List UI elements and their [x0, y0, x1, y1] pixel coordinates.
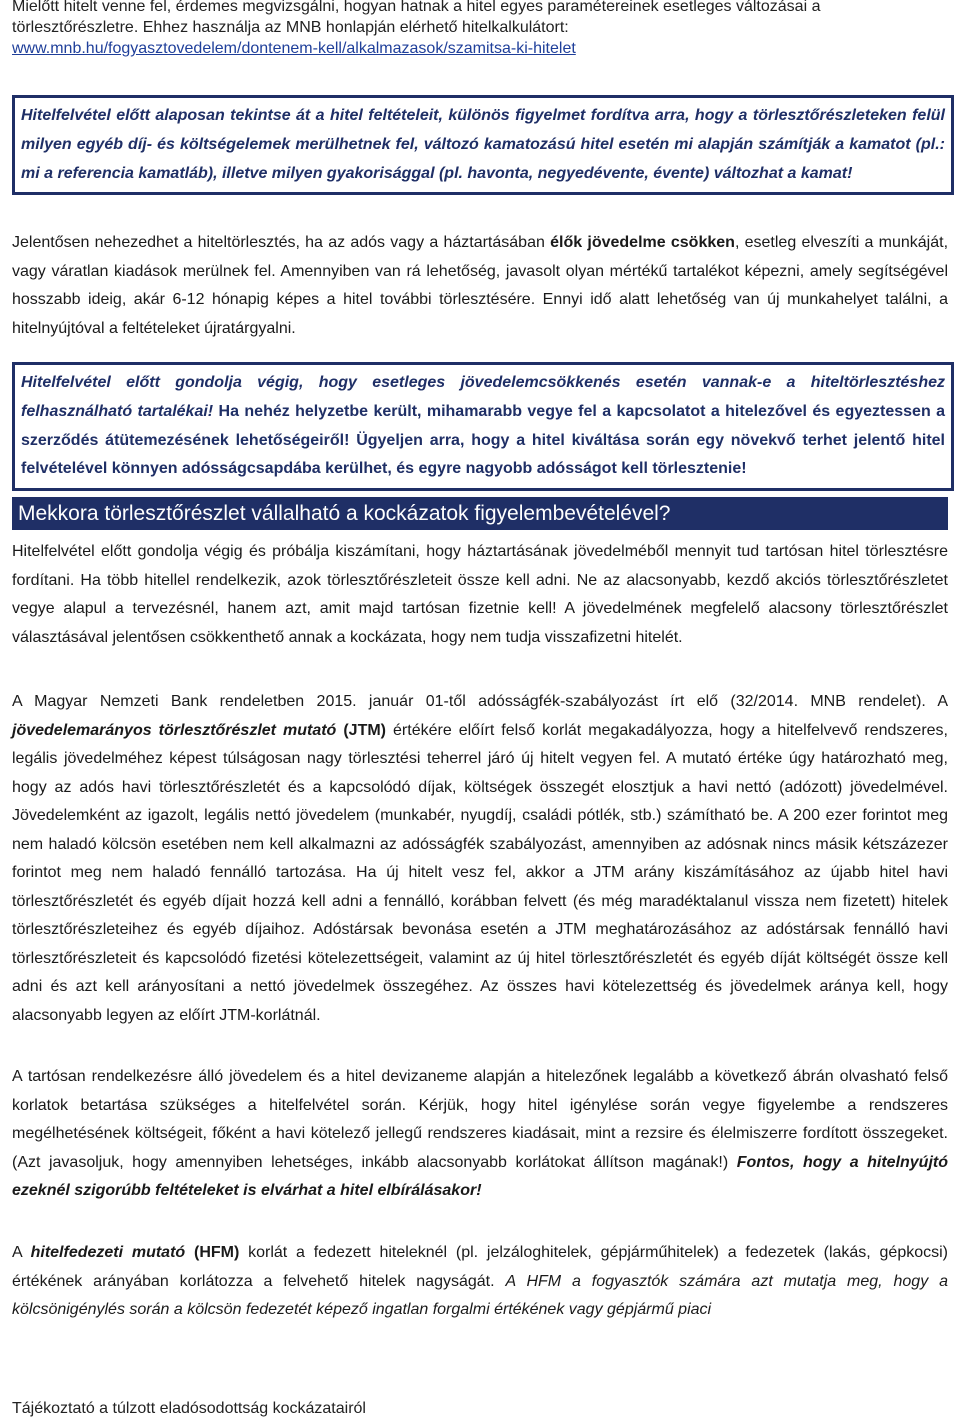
income-limits-paragraph — [12, 1063, 948, 1206]
income-limits-text: A tartósan rendelkezésre álló jövedelem és a hitel devizaneme alapján a hitelezőnek legalább a következő ábrán olvasható felső korlatok betartása szükséges a hitelfelvétel során. Kérjük, hogy hitel igénylése során vegye figyelembe a rendszeres megélhetésének költségeit, főként a havi kötelező jellegű rendszeres kiadásait, mint a rezsire és élelmiszerre fordított összegeket. (Azt javasoljuk, hogy amennyiben lehetséges, inkább alacsonyabb korlátokat állítson magának!) — [12, 1068, 948, 1171]
notice-box-loan-terms — [12, 95, 954, 195]
mnb-calculator-link[interactable]: www.mnb.hu/fogyasztovedelem/dontenem-kell/alkalmazasok/szamitsa-ki-hitelet — [12, 40, 576, 57]
hfm-text-e: A HFM a fogyasztók számára azt mutatja meg, hogy a kölcsönigénylés során a kölcsön fedezetét képező ingatlan forgalmi értékének vagy gépjármű piaci — [12, 1272, 948, 1318]
hfm-term: hitelfedezeti mutató — [30, 1244, 186, 1261]
income-drop-paragraph — [12, 229, 948, 343]
jtm-text-d: értékére előírt felső korlát megakadályozza, hogy a hitelfelvevő rendszeres, legális jövedelméhez képest túlságosan nagy törlesztési teherrel járó új hitelt vegyen fel. A mutató értéke úgy határozható meg, hogy az adós havi törlesztőrészletét és a kapcsolódó díjak, költségek összegét elosztjuk a havi nettó (adózott) jövedelmével. Jövedelemként az igazolt, legális nettó jövedelem (munkabér, nyugdíj, családi pótlék, stb.) számítható be. A 200 ezer forintot meg nem haladó kölcsön esetében nem kell alkalmazni az adósságfék szabályozást, amennyiben az adósnak nincs másik kétszázezer forintot meg nem haladó fennálló tartozása. Ha új hitelt vesz fel, akkor a JTM arány kiszámításához az újabb hitel havi törlesztőrészletét és egyéb díjait hozzá kell adni a fennálló, korábban felvett (és még maradéktalanul vissza nem fizetett) hitelek törlesztőrészleteihez és egyéb díjaihoz. Adóstársak bevonása esetén a JTM meghatározásához az adóstársak fennálló havi törlesztőrészleteit és kapcsolódó fizetési kötelezettségeit, valamint az új hitel törlesztőrészletét és egyéb díját költségét össze kell adni és azt kell arányosítani a nettó jövedelmek összegéhez. Az összes havi kötelezettség és jövedelmek aránya kell, hogy alacsonyabb legyen az előírt JTM-korlátnál. — [12, 721, 948, 1024]
jtm-abbreviation: (JTM) — [336, 721, 387, 739]
notice-reserves-question: Hitelfelvétel előtt gondolja végig, hogy esetleges jövedelemcsökkenés esetén vannak-e a hiteltörlesztéshez felhasználható tartalékai! — [21, 374, 945, 420]
income-limits-warning: Fontos, hogy a hitelnyújtó ezeknél szigorúbb feltételeket is elvárhat a hitel elbírálásakor! — [12, 1153, 949, 1199]
jtm-text-a: A Magyar Nemzeti Bank rendeletben 2015. január 01-től adósságfék-szabályozást írt elő (32/2014. MNB rendelet). A — [12, 693, 948, 710]
hfm-abbreviation: (HFM) — [185, 1244, 240, 1261]
hfm-text-a: A — [12, 1244, 31, 1261]
notice-text-loan-terms: Hitelfelvétel előtt alaposan tekintse át a hitel feltételeit, különös figyelmet fordítva arra, hogy a törlesztőrészleteken felül milyen egyéb díj- és költségelemek merülhetnek fel, változó kamatozású hitel esetén mi alapján számítják a kamatot (pl.: mi a referencia kamatláb), illetve milyen gyakorisággal (pl. havonta, negyedévente, évente) változhat a kamat! — [21, 107, 945, 182]
page-footer: Tájékoztató a túlzott eladósodottság kockázatairól — [12, 1400, 366, 1417]
intro-section — [12, 0, 948, 59]
hfm-text-d: korlát a fedezett hiteleknél (pl. jelzáloghitelek, gépjárműhitelek) a fedezetek (lakás, gépkocsi) értékének arányában korlátozza a felvehető hitelek nagyságát. — [12, 1244, 949, 1290]
hfm-paragraph — [12, 1239, 948, 1325]
affordability-paragraph — [12, 538, 948, 652]
income-drop-text-a: Jelentősen nehezedhet a hiteltörlesztés, ha az adós vagy a háztartásában — [12, 234, 551, 251]
section-heading: Mekkora törlesztőrészlet vállalható a kockázatok figyelembevételével? — [12, 497, 948, 530]
intro-line-2: törlesztőrészletre. Ehhez használja az MNB honlapján elérhető hitelkalkulátort: — [12, 19, 569, 36]
notice-reserves-advice: Ha nehéz helyzetbe került, mihamarabb vegye fel a kapcsolatot a hitelezővel és egyeztessen a szerződés átütemezésének lehetőségeiről! Ügyeljen arra, hogy a hitel kiváltása során egy növekvő terhet jelentő hitel felvételével könnyen adósságcsapdába kerülhet, és egyre nagyobb adósságot kell törlesztenie! — [21, 402, 946, 478]
income-drop-emphasis: élők jövedelme csökken — [550, 234, 735, 251]
intro-line-1: Mielőtt hitelt venne fel, érdemes megvizsgálni, hogyan hatnak a hitel egyes paramétereinek esetleges változásai a — [12, 0, 821, 15]
affordability-text: Hitelfelvétel előtt gondolja végig és próbálja kiszámítani, hogy háztartásának jövedelméből mennyit tud tartósan hitel törlesztésre fordítani. Ha több hitellel rendelkezik, azok törlesztőrészleteit össze kell adni. Ne az alacsonyabb, kezdő akciós törlesztőrészletet vegye alapul a tervezésnél, hanem azt, amit majd tartósan fizetnie kell! A jövedelmének megfelelő alacsony törlesztőrészlet választásával jelentősen csökkenthető annak a kockázata, hogy nem tudja visszafizetni hitelét. — [12, 543, 948, 646]
income-drop-text-c: , esetleg elveszíti a munkáját, vagy váratlan kiadások merülnek fel. Amennyiben van rá lehetőség, javasolt olyan mértékű tartalékot képezni, amely segítségével hosszabb ideig, akár 6-12 hónapig képes a hitel további törlesztésére. Ennyi idő alatt lehetőség van új munkahelyet találni, a hitelnyújtóval a feltételeket újratárgyalni. — [12, 234, 949, 337]
notice-box-reserves — [12, 362, 954, 491]
jtm-term: jövedelemarányos törlesztőrészlet mutató — [12, 721, 337, 739]
jtm-paragraph — [12, 688, 948, 1030]
